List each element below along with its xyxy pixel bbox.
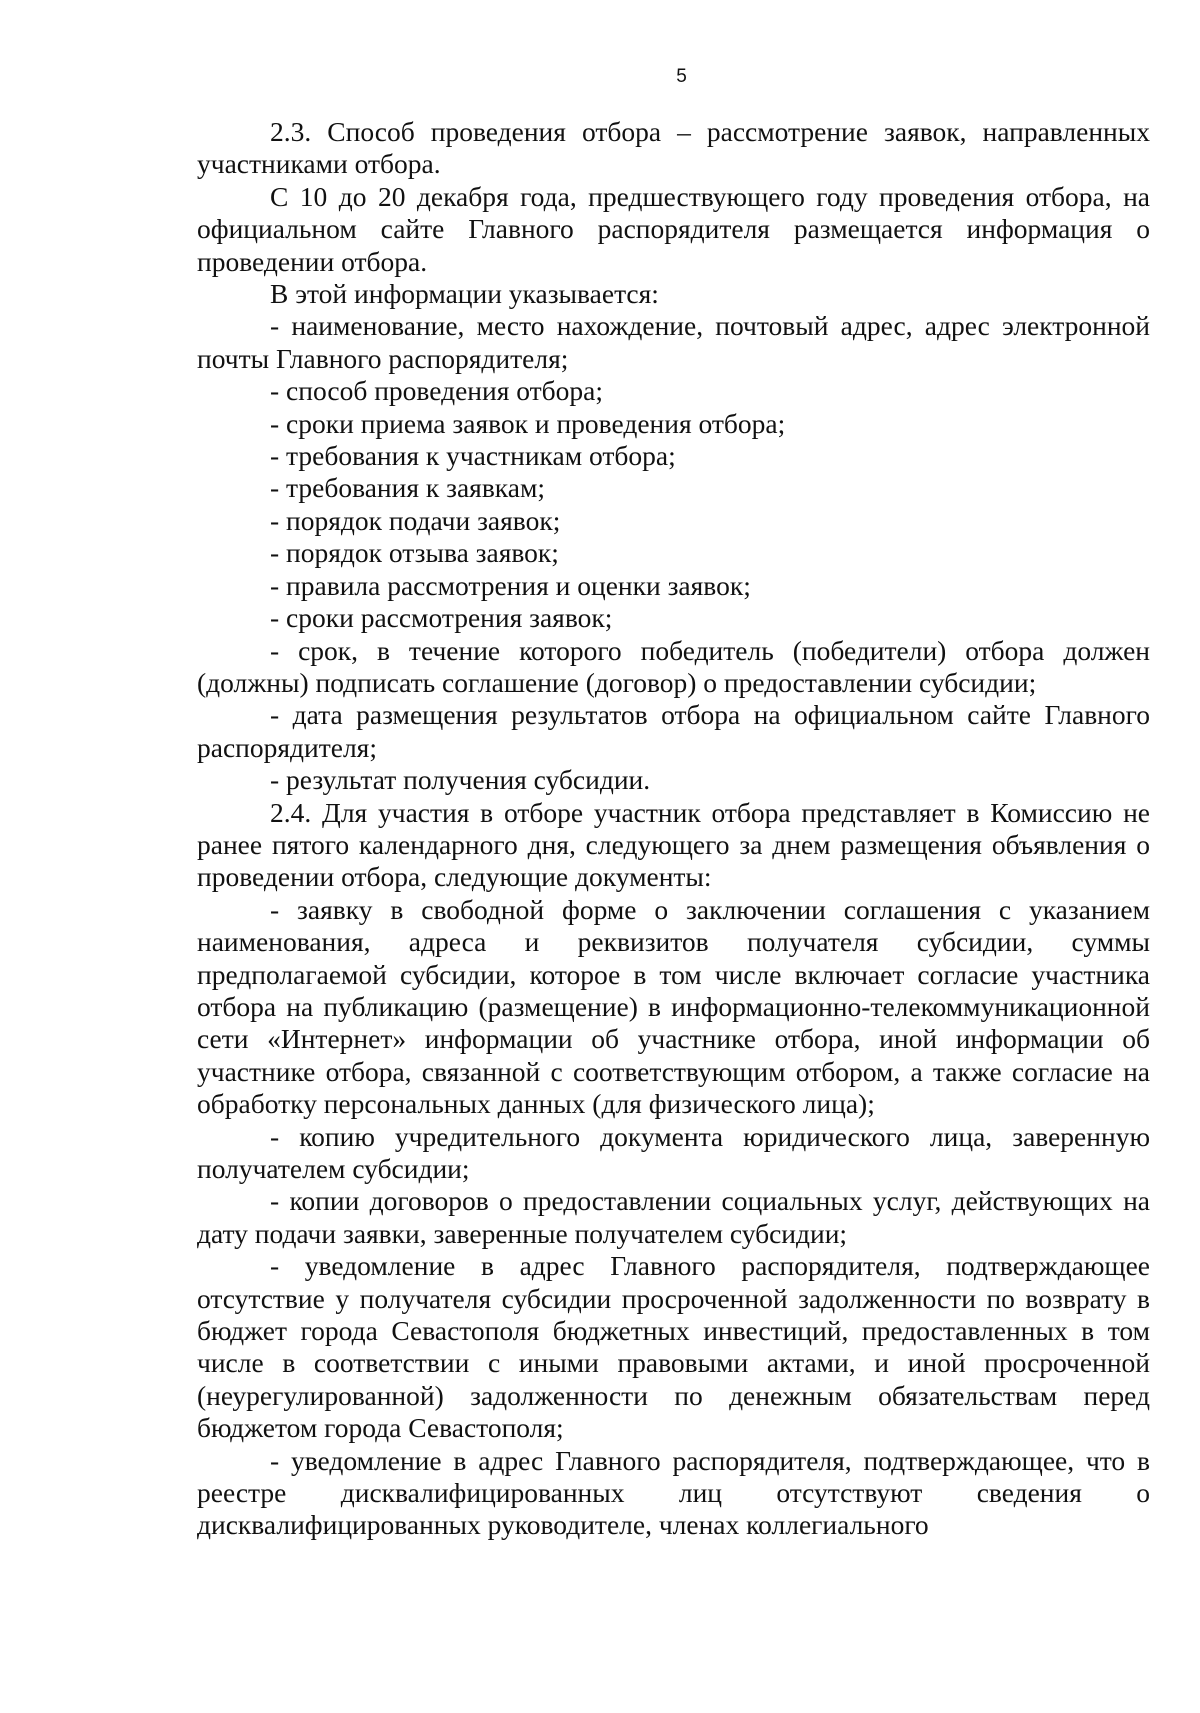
list-item: - срок, в течение которого победитель (победители) отбора должен (должны) подписать соглашение (договор) о предоставлении субсидии; — [197, 634, 1150, 698]
list-item: - копию учредительного документа юридического лица, заверенную получателем субсидии; — [197, 1120, 1150, 1184]
paragraph-info-intro: В этой информации указывается: — [270, 278, 659, 310]
list-item: - способ проведения отбора; — [270, 375, 603, 407]
list-item: - сроки рассмотрения заявок; — [270, 602, 613, 634]
list-item: - порядок отзыва заявок; — [270, 537, 559, 569]
list-item: - уведомление в адрес Главного распорядителя, подтверждающее отсутствие у получателя субсидии просроченной задолженности по возврату в бюджет города Севастополя бюджетных инвестиций, предоставленных в том числе в соответствии с иными правовыми актами, и иной просроченной (неурегулированной) задолженности по денежным обязательствам перед бюджетом города Севастополя; — [197, 1250, 1150, 1444]
list-item: - требования к заявкам; — [270, 472, 545, 504]
list-item: - правила рассмотрения и оценки заявок; — [270, 569, 751, 601]
document-body — [197, 116, 1150, 1542]
list-item: - порядок подачи заявок; — [270, 504, 561, 536]
list-item: - результат получения субсидии. — [270, 764, 651, 796]
list-item: - дата размещения результатов отбора на официальном сайте Главного распорядителя; — [197, 699, 1150, 763]
list-item: - копии договоров о предоставлении социальных услуг, действующих на дату подачи заявки, заверенные получателем субсидии; — [197, 1185, 1150, 1249]
list-item: - требования к участникам отбора; — [270, 440, 676, 472]
paragraph-2-4: 2.4. Для участия в отборе участник отбора представляет в Комиссию не ранее пятого календарного дня, следующего за днем размещения объявления о проведении отбора, следующие документы: — [197, 796, 1150, 893]
list-item: - сроки приема заявок и проведения отбора; — [270, 407, 786, 439]
list-item: - заявку в свободной форме о заключении соглашения с указанием наименования, адреса и реквизитов получателя субсидии, суммы предполагаемой субсидии, которое в том числе включает согласие участника отбора на публикацию (размещение) в информационно-телекоммуникационной сети «Интернет» информации об участнике отбора, иной информации об участнике отбора, связанной с соответствующим отбором, а также согласие на обработку персональных данных (для физического лица); — [197, 893, 1150, 1120]
paragraph-publication-dates: С 10 до 20 декабря года, предшествующего году проведения отбора, на официальном сайте Главного распорядителя размещается информация о проведении отбора. — [197, 180, 1150, 277]
page-number: 5 — [676, 66, 687, 87]
paragraph-2-3: 2.3. Способ проведения отбора – рассмотрение заявок, направленных участниками отбора. — [197, 116, 1150, 180]
list-item: - наименование, место нахождение, почтовый адрес, адрес электронной почты Главного распорядителя; — [197, 310, 1150, 374]
list-item: - уведомление в адрес Главного распорядителя, подтверждающее, что в реестре дисквалифицированных лиц отсутствуют сведения о дисквалифицированных руководителе, членах коллегиального — [197, 1444, 1150, 1541]
